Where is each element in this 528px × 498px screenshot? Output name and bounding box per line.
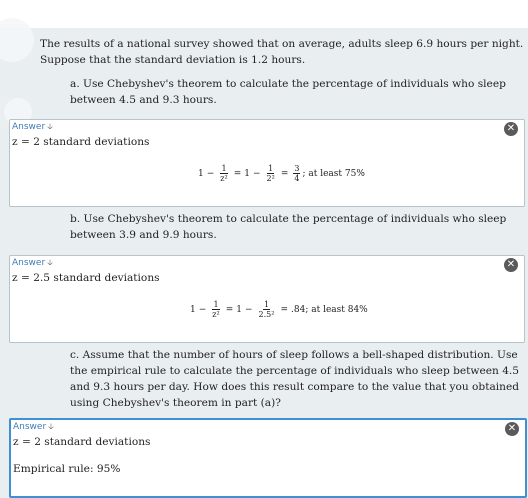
answer-box-a[interactable] [9, 119, 525, 207]
chebyshev-formula: 1 − $\frac{1}{\text{z²}}$ = 1 − $\frac{1}{\text{2²}}$ = $\frac{3}{4}$ ; at least 75% [198, 164, 365, 183]
z-line: z = 2 standard deviations [13, 436, 151, 448]
chebyshev-formula: 1 − $\frac{1}{\text{z²}}$ = 1 − $\frac{1}{\text{2.5²}}$ = .84; at least 84% [190, 300, 368, 319]
z-line: z = 2 standard deviations [12, 136, 150, 148]
answer-label: Answer [12, 122, 46, 132]
question-b-text: b. Use Chebyshev's theorem to calculate the percentage of individuals who sleep between 3.9 and 9.9 hours. [70, 213, 507, 241]
answer-label: Answer [13, 422, 47, 432]
problem-intro: The results of a national survey showed that on average, adults sleep 6.9 hours per night. Suppose that the standard deviation is 1.2 hours. [40, 38, 524, 66]
answer-toggle[interactable] [13, 421, 54, 435]
question-c-text: c. Assume that the number of hours of sleep follows a bell-shaped distribution. Use the empirical rule to calculate the percentage of individuals who sleep between 4.5 and 9.3 hours per day. How does this result compare to the value that you obtained using Chebyshev's theorem in part (a)? [70, 349, 520, 409]
question-a-text: a. Use Chebyshev's theorem to calculate the percentage of individuals who sleep between 4.5 and 9.3 hours. [70, 78, 506, 106]
chevron-down-icon[interactable]: 🡣 [47, 258, 53, 267]
formula-result: .84; at least 84% [291, 304, 368, 315]
z-line: z = 2.5 standard deviations [12, 272, 160, 284]
chevron-down-icon[interactable]: 🡣 [48, 422, 54, 431]
chevron-down-icon[interactable]: 🡣 [47, 122, 53, 131]
empirical-rule-line: Empirical rule: 95% [13, 463, 121, 475]
close-icon[interactable]: ✕ [504, 122, 518, 136]
close-icon[interactable]: ✕ [504, 258, 518, 272]
formula-result: ; at least 75% [302, 168, 365, 179]
answer-toggle[interactable] [12, 121, 53, 135]
header-band [0, 0, 528, 28]
close-icon[interactable]: ✕ [505, 422, 519, 436]
answer-box-c[interactable] [9, 418, 527, 498]
answer-label: Answer [12, 258, 46, 268]
answer-box-b[interactable] [9, 255, 525, 343]
answer-toggle[interactable] [12, 257, 53, 271]
